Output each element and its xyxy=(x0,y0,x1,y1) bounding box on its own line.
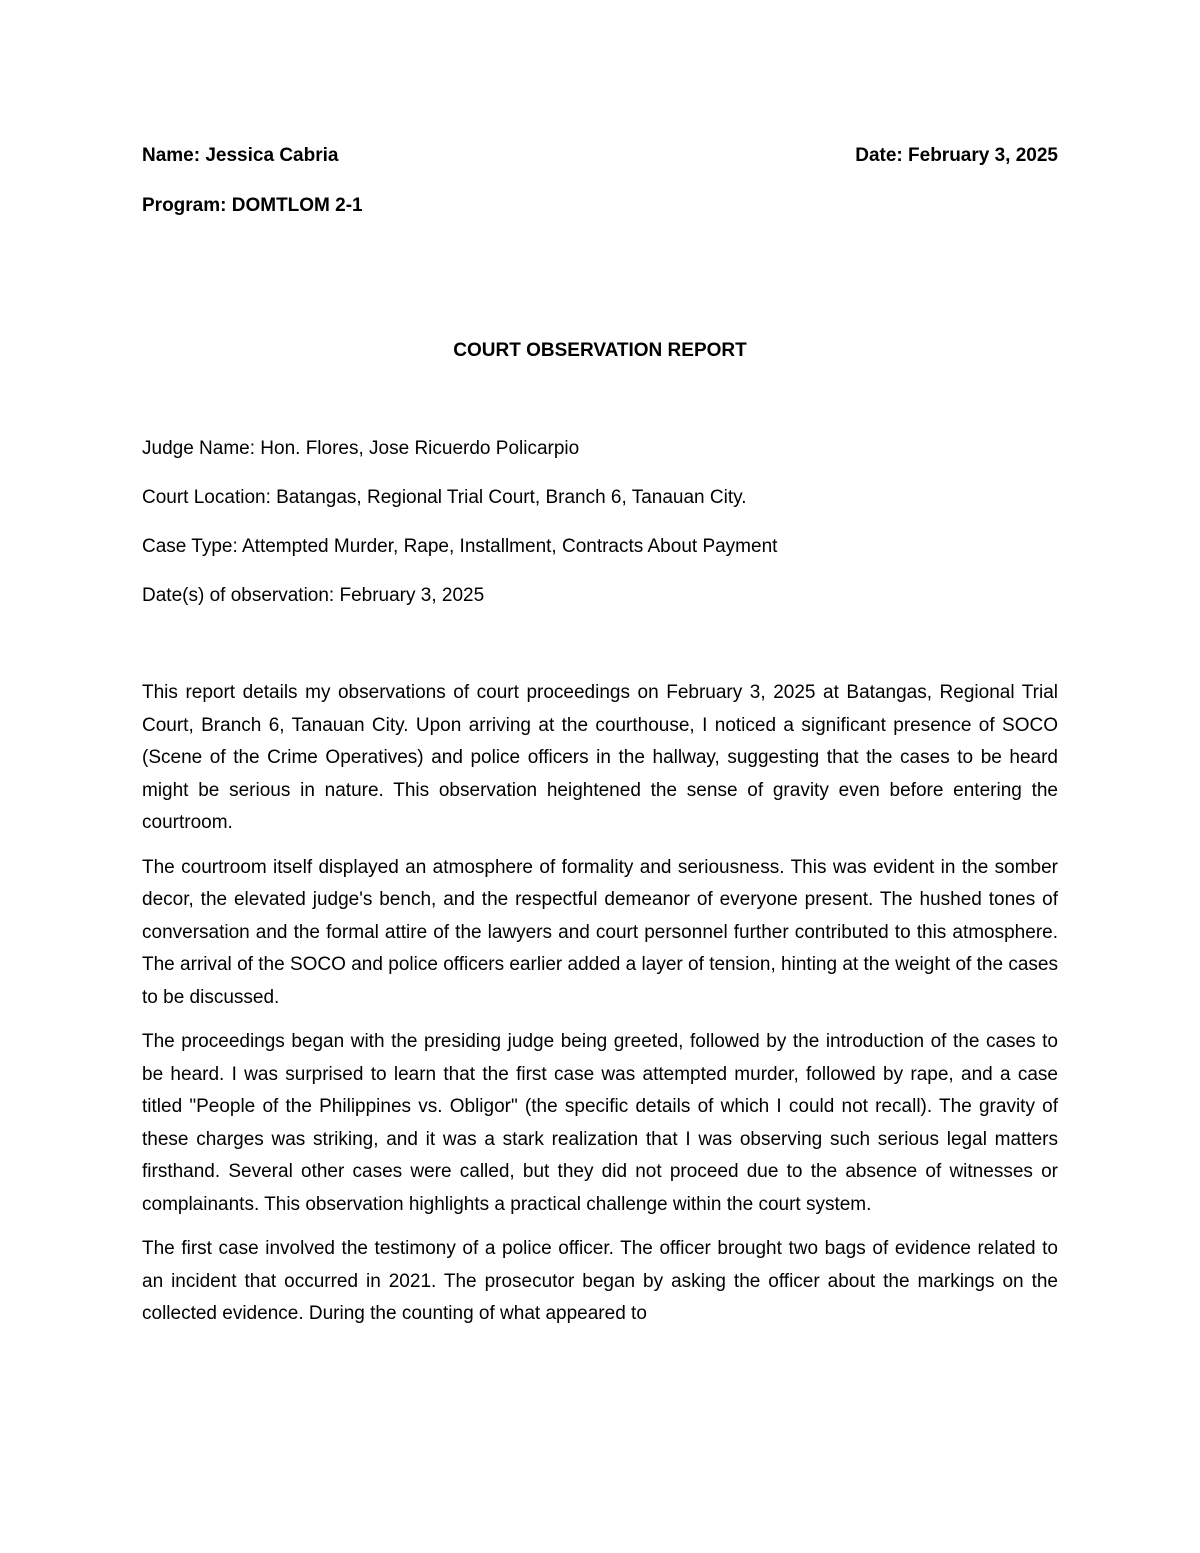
case-type-field: Case Type: Attempted Murder, Rape, Installment, Contracts About Payment xyxy=(142,536,778,557)
paragraph: The first case involved the testimony of a police officer. The officer brought two bags of evidence related to an incident that occurred in 2021. The prosecutor began by asking the officer about the markings on the collected evidence. During the counting of what appeared to xyxy=(142,1238,1058,1324)
court-location-field: Court Location: Batangas, Regional Trial Court, Branch 6, Tanauan City. xyxy=(142,487,747,508)
judge-name-field: Judge Name: Hon. Flores, Jose Ricuerdo Policarpio xyxy=(142,438,580,459)
observation-date-field: Date(s) of observation: February 3, 2025 xyxy=(142,585,485,606)
report-date: Date: February 3, 2025 xyxy=(855,145,1058,166)
program: Program: DOMTLOM 2-1 xyxy=(142,195,363,216)
report-title: COURT OBSERVATION REPORT xyxy=(453,340,747,361)
paragraph: The proceedings began with the presiding judge being greeted, followed by the introduction of the cases to be heard. I was surprised to learn that the first case was attempted murder, followed by rape, and a case titled "People of the Philippines vs. Obligor" (the specific details of which I could not recall). The gravity of these charges was striking, and it was a stark realization that I was observing such serious legal matters firsthand. Several other cases were called, but they did not proceed due to the absence of witnesses or complainants. This observation highlights a practical challenge within the court system. xyxy=(142,1031,1058,1215)
report-body xyxy=(142,677,1058,1343)
student-name: Name: Jessica Cabria xyxy=(142,145,339,166)
paragraph: The courtroom itself displayed an atmosphere of formality and seriousness. This was evident in the somber decor, the elevated judge's bench, and the respectful demeanor of everyone present. The hushed tones of conversation and the formal attire of the lawyers and court personnel further contributed to this atmosphere. The arrival of the SOCO and police officers earlier added a layer of tension, hinting at the weight of the cases to be discussed. xyxy=(142,856,1058,1008)
paragraph: This report details my observations of court proceedings on February 3, 2025 at Batangas, Regional Trial Court, Branch 6, Tanauan City. Upon arriving at the courthouse, I noticed a significant presence of SOCO (Scene of the Crime Operatives) and police officers in the hallway, suggesting that the cases to be heard might be serious in nature. This observation heightened the sense of gravity even before entering the courtroom. xyxy=(142,682,1058,833)
